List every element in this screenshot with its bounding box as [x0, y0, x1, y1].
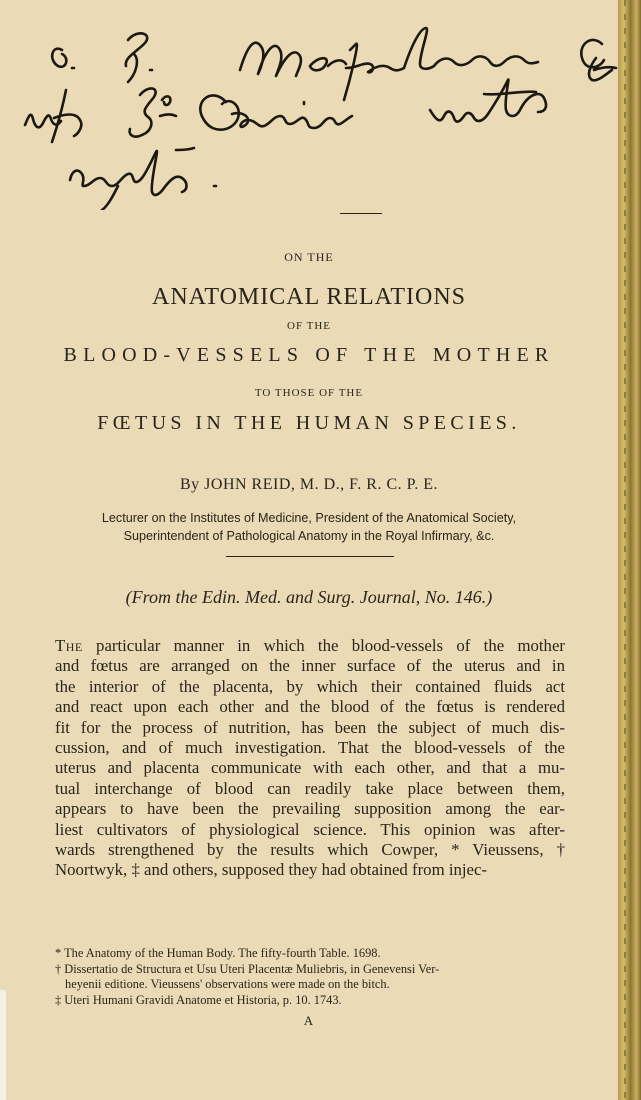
footnote: † Dissertatio de Structura et Usu Uteri Placentæ Muliebris, in Genevensi Ver- — [55, 961, 440, 976]
body-paragraph — [55, 636, 565, 881]
author-position-line: Superintendent of Pathological Anatomy in the Royal Infirmary, &c. — [123, 529, 495, 543]
body-line: appears to have been the prevailing supposition among the ear- — [55, 799, 565, 819]
inscription-handwriting — [10, 10, 620, 210]
body-line: wards strengthened by the results which Cowper, * Vieussens, † — [55, 840, 565, 860]
body-line: and react upon each other and the blood of the fœtus is rendered — [55, 697, 565, 717]
footnote-continuation: heyenii editione. Vieussens' observations were made on the bitch. — [65, 977, 390, 992]
body-line: cussion, and of much investigation. That the blood-vessels of the — [55, 738, 565, 758]
body-first-word: The — [55, 636, 83, 655]
author-positions — [0, 509, 618, 545]
footnote: ‡ Uteri Humani Gravidi Anatome et Historia, p. 10. 1743. — [55, 992, 342, 1007]
title-on-the: ON THE — [284, 250, 334, 264]
handwritten-inscription — [10, 10, 620, 210]
body-line: and fœtus are arranged on the inner surface of the uterus and in — [55, 656, 565, 676]
footnotes — [55, 946, 565, 1008]
body-line: uterus and placenta communicate with each other, and that a mu- — [55, 758, 565, 778]
body-line: tual interchange of blood can readily take place between them, — [55, 778, 565, 798]
book-binding-edge — [618, 0, 641, 1100]
title-to-those: TO THOSE OF THE — [254, 387, 364, 399]
body-line: fit for the process of nutrition, has been the subject of much dis- — [55, 717, 565, 737]
title-blood-vessels: BLOOD-VESSELS OF THE MOTHER — [63, 344, 555, 366]
body-line: the interior of the placenta, by which their contained fluids act — [55, 676, 565, 696]
author-byline: By JOHN REID, M. D., F. R. C. P. E. — [179, 476, 439, 493]
body-line: The particular manner in which the blood-vessels of the mother — [55, 636, 565, 655]
title-of-the: OF THE — [287, 320, 331, 332]
source-citation: (From the Edin. Med. and Surg. Journal, No. 146.) — [125, 587, 493, 607]
body-line: liest cultivators of physiological science. This opinion was after- — [55, 819, 565, 839]
decorative-rule — [340, 213, 382, 214]
section-rule — [226, 556, 394, 557]
signature-mark: A — [303, 1013, 315, 1028]
footnote: * The Anatomy of the Human Body. The fifty-fourth Table. 1698. — [55, 946, 381, 960]
page-edge-mark — [0, 990, 6, 1100]
title-foetus: FŒTUS IN THE HUMAN SPECIES. — [97, 412, 521, 434]
body-line: Noortwyk, ‡ and others, supposed they had obtained from injec- — [55, 860, 488, 880]
author-position-line: Lecturer on the Institutes of Medicine, President of the Anatomical Society, — [101, 511, 517, 525]
title-main: ANATOMICAL RELATIONS — [152, 284, 466, 310]
